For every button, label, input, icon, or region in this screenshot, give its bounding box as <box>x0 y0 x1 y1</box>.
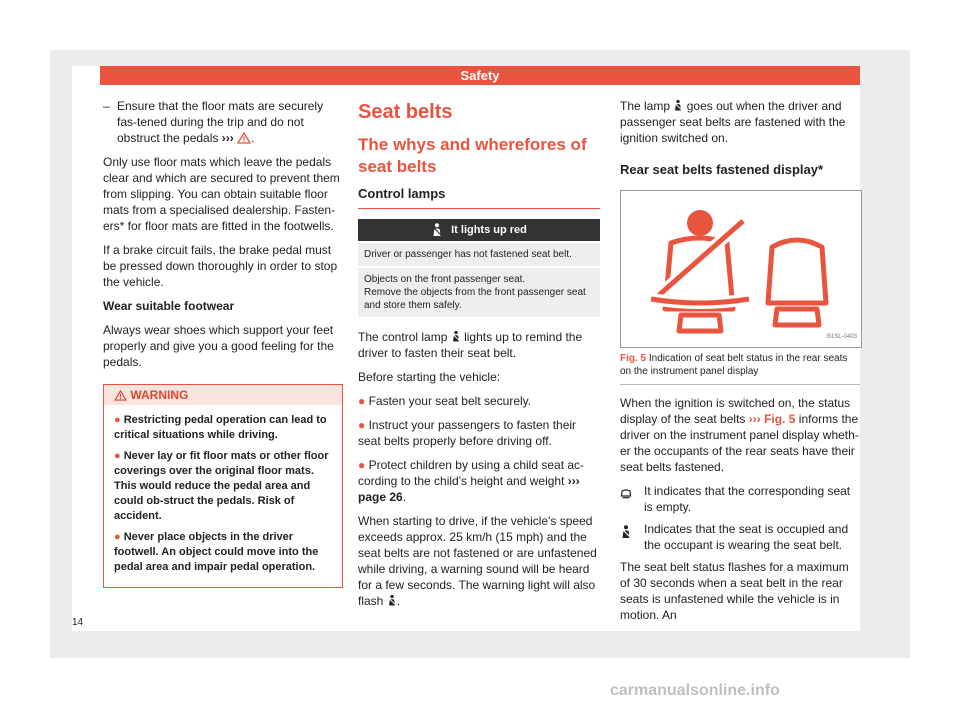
list-item: ● Fasten your seat belt securely. <box>358 394 532 408</box>
status-row-empty: It indicates that the corresponding seat is empty. <box>620 483 860 515</box>
seatbelt-icon <box>387 594 397 607</box>
figure-label: Fig. 5 <box>620 353 647 364</box>
seatbelt-icon <box>431 223 443 237</box>
seatbelt-icon <box>673 99 683 112</box>
page-title: Seat belts <box>358 101 453 123</box>
control-lamp-paragraph: The control lamp lights up to remind the driver to fasten their seat belt. <box>358 330 583 360</box>
seatbelt-icon <box>451 330 461 343</box>
seatbelt-icon <box>620 525 632 539</box>
warning-title: WARNING <box>130 388 189 402</box>
warning-triangle-icon <box>237 132 251 144</box>
empty-seat-icon <box>620 489 632 499</box>
bullet-dot: ● <box>114 531 121 543</box>
warning-item: ● Never lay or fit floor mats or other floor coverings over the original floor mats. This would reduce the pedal area and could ob-struct the pedals. Risk of accident. <box>114 450 329 522</box>
occupant-head-icon <box>687 210 713 236</box>
warning-triangle-icon <box>114 390 127 401</box>
status-flash-paragraph: The seat belt status flashes for a maximum of 30 seconds when a seat belt in the rear seats is unfastened while the vehicle is in motion. An <box>620 560 849 622</box>
dash-item: – Ensure that the floor mats are securely fas-tened during the trip and do not obstruct the pedals ››› . <box>103 99 324 145</box>
fig-5-link[interactable]: ››› Fig. 5 <box>748 412 796 426</box>
figure-seatbelt-display <box>620 190 862 348</box>
warning-body <box>104 405 342 587</box>
footwear-paragraph: Always wear shoes which support your feet properly and give you a good feeling for the pedals. <box>103 323 334 369</box>
seatbelt-status-illustration <box>621 191 861 347</box>
before-starting-paragraph: Before starting the vehicle: <box>358 370 501 384</box>
floor-mats-paragraph: Only use floor mats which leave the pedals clear and which are secured to prevent them from slipping. You can obtain suitable floor mats from a specialised dealership. Fasten-ers* for floor mats are fitted in the footwells. <box>103 155 340 233</box>
figure-caption: Fig. 5 Indication of seat belt status in the rear seats on the instrument panel display <box>620 352 860 385</box>
watermark: carmanualsonline.info <box>610 682 780 699</box>
page-26-link[interactable]: ››› page 26 <box>358 474 580 504</box>
bullet-dot: ● <box>358 458 366 472</box>
warning-sound-paragraph: When starting to drive, if the vehicle's speed exceeds approx. 25 km/h (15 mph) and the seat belts are not fastened or are unfastened while driving, a warning sound will be heard for a few seconds. The warning light will also flash . <box>358 514 597 608</box>
footwear-subheading: Wear suitable footwear <box>103 299 235 313</box>
control-lamps-heading: Control lamps <box>358 186 600 209</box>
status-row-occupied: Indicates that the seat is occupied and the occupant is wearing the seat belt. <box>620 521 860 553</box>
empty-seat-icon <box>768 240 826 303</box>
bullet-dot: ● <box>358 394 366 408</box>
bullet-dot: ● <box>114 450 121 462</box>
page-number: 14 <box>72 617 84 628</box>
subtitle: The whys and wherefores of seat belts <box>358 135 587 176</box>
warning-box <box>103 384 343 588</box>
bullet-dot: ● <box>114 414 121 426</box>
column-right <box>620 98 860 631</box>
list-item: ● Protect children by using a child seat ac-cording to the child's height and weight ››› page 26. <box>358 458 585 504</box>
lamp-table-header <box>358 219 600 241</box>
column-middle <box>358 98 600 617</box>
warning-item: ● Restricting pedal operation can lead to critical situations while driving. <box>114 414 327 441</box>
lamp-table-row: Objects on the front passenger seat. Remove the objects from the front passenger seat and store them safely. <box>358 268 600 317</box>
pedals-warning-link[interactable]: ››› <box>221 131 234 145</box>
status-display-paragraph: When the ignition is switched on, the status display of the seat belts ››› Fig. 5 informs the driver on the instrument panel display wheth-er the occupants of the rear seats have their seat belts fastened. <box>620 396 859 474</box>
warning-item: ● Never place objects in the driver footwell. An object could move into the pedal area and impair pedal operation. <box>114 531 319 573</box>
brake-circuit-paragraph: If a brake circuit fails, the brake pedal must be pressed down thoroughly in order to stop the vehicle. <box>103 243 338 289</box>
rear-seat-belts-heading: Rear seat belts fastened display* <box>620 162 824 177</box>
bullet-dot: ● <box>358 418 366 432</box>
section-header: Safety <box>100 66 860 85</box>
column-left <box>103 98 343 588</box>
lamp-table-title: It lights up red <box>451 224 527 236</box>
lamp-table-row: Driver or passenger has not fastened seat belt. <box>358 243 600 266</box>
figure-code: B1SL-0403 <box>826 334 857 340</box>
dash-item-text: Ensure that the floor mats are securely fas-tened during the trip and do not obstruct the pedals <box>117 99 324 145</box>
lamp-off-paragraph: The lamp goes out when the driver and passenger seat belts are fastened with the ignition switched on. <box>620 99 846 145</box>
list-item: ● Instruct your passengers to fasten their seat belts properly before driving off. <box>358 418 577 448</box>
lamp-table <box>358 219 600 317</box>
warning-header <box>104 385 342 405</box>
